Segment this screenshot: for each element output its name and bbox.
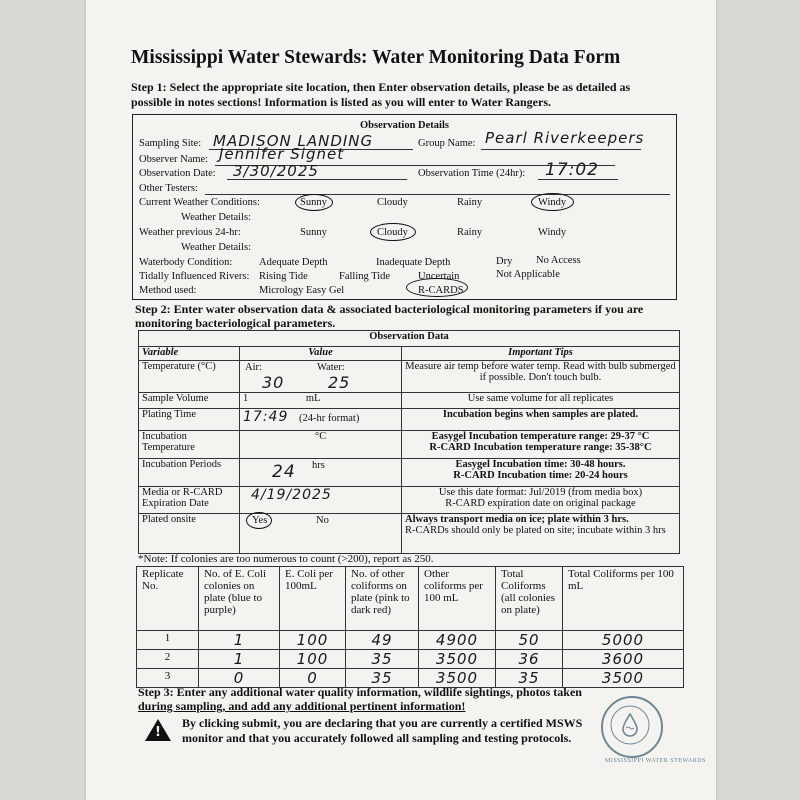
group-name-line	[481, 149, 641, 150]
expiration-date-value[interactable]: 4/19/2025	[251, 487, 332, 503]
plating-time-value-cell	[240, 409, 402, 431]
table-row	[137, 631, 684, 650]
observer-name-value[interactable]: Jennifer Signet	[219, 145, 345, 163]
other-per-100ml-cell[interactable]: 4900	[419, 631, 496, 650]
method-used-label: Method used:	[139, 285, 197, 296]
tidal-not-applicable[interactable]: Not Applicable	[496, 269, 560, 280]
expiration-date-value-cell	[240, 487, 402, 514]
incubation-periods-tip-easygel: Easygel Incubation time: 30-48 hours.	[455, 459, 626, 470]
incubation-periods-tip-rcard: R-CARD Incubation time: 20-24 hours	[453, 470, 628, 481]
total-coliforms-cell[interactable]: 50	[496, 631, 563, 650]
colonies-table	[136, 566, 684, 688]
form-title: Mississippi Water Stewards: Water Monitoring Data Form	[131, 47, 621, 68]
waterbody-no-access[interactable]: No Access	[536, 255, 581, 266]
col-value-header: Value	[240, 347, 402, 361]
other-coliforms-cell[interactable]: 35	[346, 650, 419, 669]
current-weather-rainy[interactable]: Rainy	[457, 197, 483, 208]
observation-time-value[interactable]: 17:02	[545, 160, 599, 180]
temperature-value-cell	[240, 361, 402, 393]
current-weather-label: Current Weather Conditions:	[139, 197, 260, 208]
colonies-header-row	[137, 567, 684, 631]
plated-onsite-variable: Plated onsite	[139, 514, 240, 554]
incubation-temperature-value-cell[interactable]	[240, 431, 402, 459]
tidal-uncertain[interactable]: Uncertain	[418, 271, 460, 282]
sampling-site-value[interactable]: MADISON LANDING	[213, 132, 374, 150]
sampling-site-label: Sampling Site:	[139, 138, 202, 149]
other-testers-line	[205, 194, 670, 195]
ecoli-colonies-cell[interactable]: 0	[199, 669, 280, 688]
plated-onsite-no[interactable]: No	[316, 515, 329, 526]
air-label: Air:	[245, 362, 262, 373]
replicate-number: 1	[137, 631, 199, 650]
step3-instruction-line2: during sampling, and add any additional pertinent information!	[138, 699, 466, 713]
incubation-periods-value-cell	[240, 459, 402, 487]
header-ecoli-colonies: No. of E. Coli colonies on plate (blue to purple)	[199, 567, 280, 631]
ecoli-per-100ml-cell[interactable]: 0	[280, 669, 346, 688]
seal-text: MISSISSIPPI WATER STEWARDS	[605, 758, 706, 764]
expiration-date-tip	[402, 487, 680, 514]
plating-time-value[interactable]: 17:49	[243, 409, 289, 425]
ecoli-colonies-cell[interactable]: 1	[199, 631, 280, 650]
step2-instruction-line2: monitoring bacteriological parameters.	[135, 316, 336, 330]
ecoli-per-100ml-cell[interactable]: 100	[280, 631, 346, 650]
incubation-periods-tip	[402, 459, 680, 487]
incubation-temperature-tip-easygel: Easygel Incubation temperature range: 29-37 °C	[431, 431, 650, 442]
observation-data-table	[138, 330, 680, 554]
header-total-per-100ml: Total Coliforms per 100 mL	[563, 567, 684, 631]
expiration-date-variable: Media or R-CARD Expiration Date	[139, 487, 240, 514]
water-label: Water:	[317, 362, 345, 373]
total-per-100ml-cell[interactable]: 3600	[563, 650, 684, 669]
colonies-note: *Note: If colonies are too numerous to count (>200), report as 250.	[138, 553, 434, 565]
prev-weather-windy[interactable]: Windy	[538, 227, 567, 238]
incubation-periods-unit: hrs	[312, 460, 325, 471]
form-sheet	[86, 0, 716, 800]
selection-circle-yes	[246, 512, 272, 529]
table-row	[137, 650, 684, 669]
plating-time-tip: Incubation begins when samples are plated.	[402, 409, 680, 431]
total-per-100ml-cell[interactable]: 3500	[563, 669, 684, 688]
group-name-label: Group Name:	[418, 138, 476, 149]
group-name-value[interactable]: Pearl Riverkeepers	[485, 129, 645, 147]
total-coliforms-cell[interactable]: 36	[496, 650, 563, 669]
incubation-temperature-tip-rcard: R-CARD Incubation temperature range: 35-38°C	[429, 442, 652, 453]
observation-date-value[interactable]: 3/30/2025	[233, 162, 319, 180]
temperature-variable: Temperature (°C)	[139, 361, 240, 393]
tidal-label: Tidally Influenced Rivers:	[139, 271, 250, 282]
waterbody-adequate[interactable]: Adequate Depth	[259, 257, 328, 268]
step1-instruction-line2: possible in notes sections! Information is listed as you will enter to Water Rangers.	[131, 95, 552, 109]
sample-volume-value-cell	[240, 393, 402, 409]
plated-onsite-yes[interactable]: Yes	[252, 515, 268, 526]
header-ecoli-per-100ml: E. Coli per 100mL	[280, 567, 346, 631]
header-other-coliforms: No. of other coliforms on plate (pink to dark red)	[346, 567, 419, 631]
total-coliforms-cell[interactable]: 35	[496, 669, 563, 688]
observation-details-heading: Observation Details	[360, 120, 449, 131]
prev-weather-sunny[interactable]: Sunny	[300, 227, 327, 238]
observation-details-box	[132, 114, 677, 300]
header-other-per-100ml: Other coliforms per 100 mL	[419, 567, 496, 631]
current-weather-sunny[interactable]: Sunny	[300, 197, 327, 208]
incubation-temperature-variable: Incubation Temperature	[139, 431, 240, 459]
header-replicate: Replicate No.	[137, 567, 199, 631]
table-row	[139, 361, 680, 393]
plated-onsite-tip-transport: Always transport media on ice; plate within 3 hrs.	[405, 514, 629, 525]
tidal-rising[interactable]: Rising Tide	[259, 271, 308, 282]
table-row	[139, 431, 680, 459]
other-per-100ml-cell[interactable]: 3500	[419, 650, 496, 669]
warning-icon-mark: !	[155, 725, 161, 740]
water-temperature-value[interactable]: 25	[328, 373, 351, 392]
observer-name-label: Observer Name:	[139, 154, 209, 165]
table-row	[139, 393, 680, 409]
observation-time-label: Observation Time (24hr):	[418, 168, 526, 179]
air-temperature-value[interactable]: 30	[262, 373, 285, 392]
incubation-periods-value[interactable]: 24	[272, 462, 296, 482]
selection-circle-sunny	[295, 194, 333, 211]
temperature-tip: Measure air temp before water temp. Read with bulb submerged if possible. Don't touch bulb.	[402, 361, 680, 393]
tidal-falling[interactable]: Falling Tide	[339, 271, 391, 282]
header-total-coliforms: Total Coliforms (all colonies on plate)	[496, 567, 563, 631]
expiration-date-tip-rcard: R-CARD expiration date on original package	[445, 498, 636, 509]
weather-previous-label: Weather previous 24-hr:	[139, 227, 241, 238]
selection-circle-cloudy	[370, 223, 416, 241]
method-easygel[interactable]: Micrology Easy Gel	[259, 285, 345, 296]
table-row	[139, 459, 680, 487]
total-per-100ml-cell[interactable]: 5000	[563, 631, 684, 650]
other-coliforms-cell[interactable]: 35	[346, 669, 419, 688]
waterbody-inadequate[interactable]: Inadequate Depth	[376, 257, 451, 268]
incubation-periods-variable: Incubation Periods	[139, 459, 240, 487]
sample-volume-tip: Use same volume for all replicates	[402, 393, 680, 409]
plated-onsite-value-cell	[240, 514, 402, 554]
mississippi-water-stewards-seal	[601, 696, 706, 764]
weather-details-label: Weather Details:	[181, 212, 251, 223]
prev-weather-cloudy[interactable]: Cloudy	[377, 227, 408, 238]
step3-instruction-line1: Step 3: Enter any additional water quality information, wildlife sightings, photos taken	[138, 685, 582, 699]
method-rcards[interactable]: R-CARDS	[418, 285, 464, 296]
replicate-number: 2	[137, 650, 199, 669]
weather-details2-label: Weather Details:	[181, 242, 251, 253]
other-testers-label: Other Testers:	[139, 183, 198, 194]
other-per-100ml-cell[interactable]: 3500	[419, 669, 496, 688]
sample-volume-variable: Sample Volume	[139, 393, 240, 409]
table-row	[139, 514, 680, 554]
step1-instruction-line1: Step 1: Select the appropriate site location, then Enter observation details, please be as detailed as	[131, 80, 631, 94]
ecoli-colonies-cell[interactable]: 1	[199, 650, 280, 669]
observation-date-label: Observation Date:	[139, 168, 216, 179]
disclaimer-line1: By clicking submit, you are declaring that you are currently a certified MSWS	[182, 716, 583, 730]
other-coliforms-cell[interactable]: 49	[346, 631, 419, 650]
plating-time-variable: Plating Time	[139, 409, 240, 431]
col-variable-header: Variable	[139, 347, 240, 361]
current-weather-windy[interactable]: Windy	[538, 197, 567, 208]
replicate-number: 3	[137, 669, 199, 688]
table-row	[139, 487, 680, 514]
current-weather-cloudy[interactable]: Cloudy	[377, 197, 408, 208]
incubation-temperature-unit: °C	[315, 431, 327, 442]
col-tips-header: Important Tips	[402, 347, 680, 361]
waterbody-label: Waterbody Condition:	[139, 257, 233, 268]
incubation-temperature-tip	[402, 431, 680, 459]
table-row	[139, 409, 680, 431]
sample-volume-unit: mL	[305, 393, 321, 404]
expiration-date-tip-format: Use this date format: Jul/2019 (from media box)	[438, 487, 643, 498]
observation-data-heading: Observation Data	[139, 331, 680, 347]
sample-volume-value[interactable]: 1	[243, 393, 249, 404]
prev-weather-rainy[interactable]: Rainy	[457, 227, 483, 238]
disclaimer-line2: monitor and that you accurately followed all sampling and testing protocols.	[182, 731, 572, 745]
selection-circle-windy	[531, 193, 574, 211]
plating-time-unit: (24-hr format)	[298, 413, 360, 424]
step2-instruction-line1: Step 2: Enter water observation data & associated bacteriological monitoring parameters if you are	[135, 302, 644, 316]
plated-onsite-tip	[402, 514, 680, 554]
waterbody-dry[interactable]: Dry	[496, 256, 513, 267]
selection-circle-rcards	[406, 278, 468, 297]
plated-onsite-tip-rcards: R-CARDs should only be plated on site; incubate within 3 hrs	[405, 525, 666, 536]
ecoli-per-100ml-cell[interactable]: 100	[280, 650, 346, 669]
